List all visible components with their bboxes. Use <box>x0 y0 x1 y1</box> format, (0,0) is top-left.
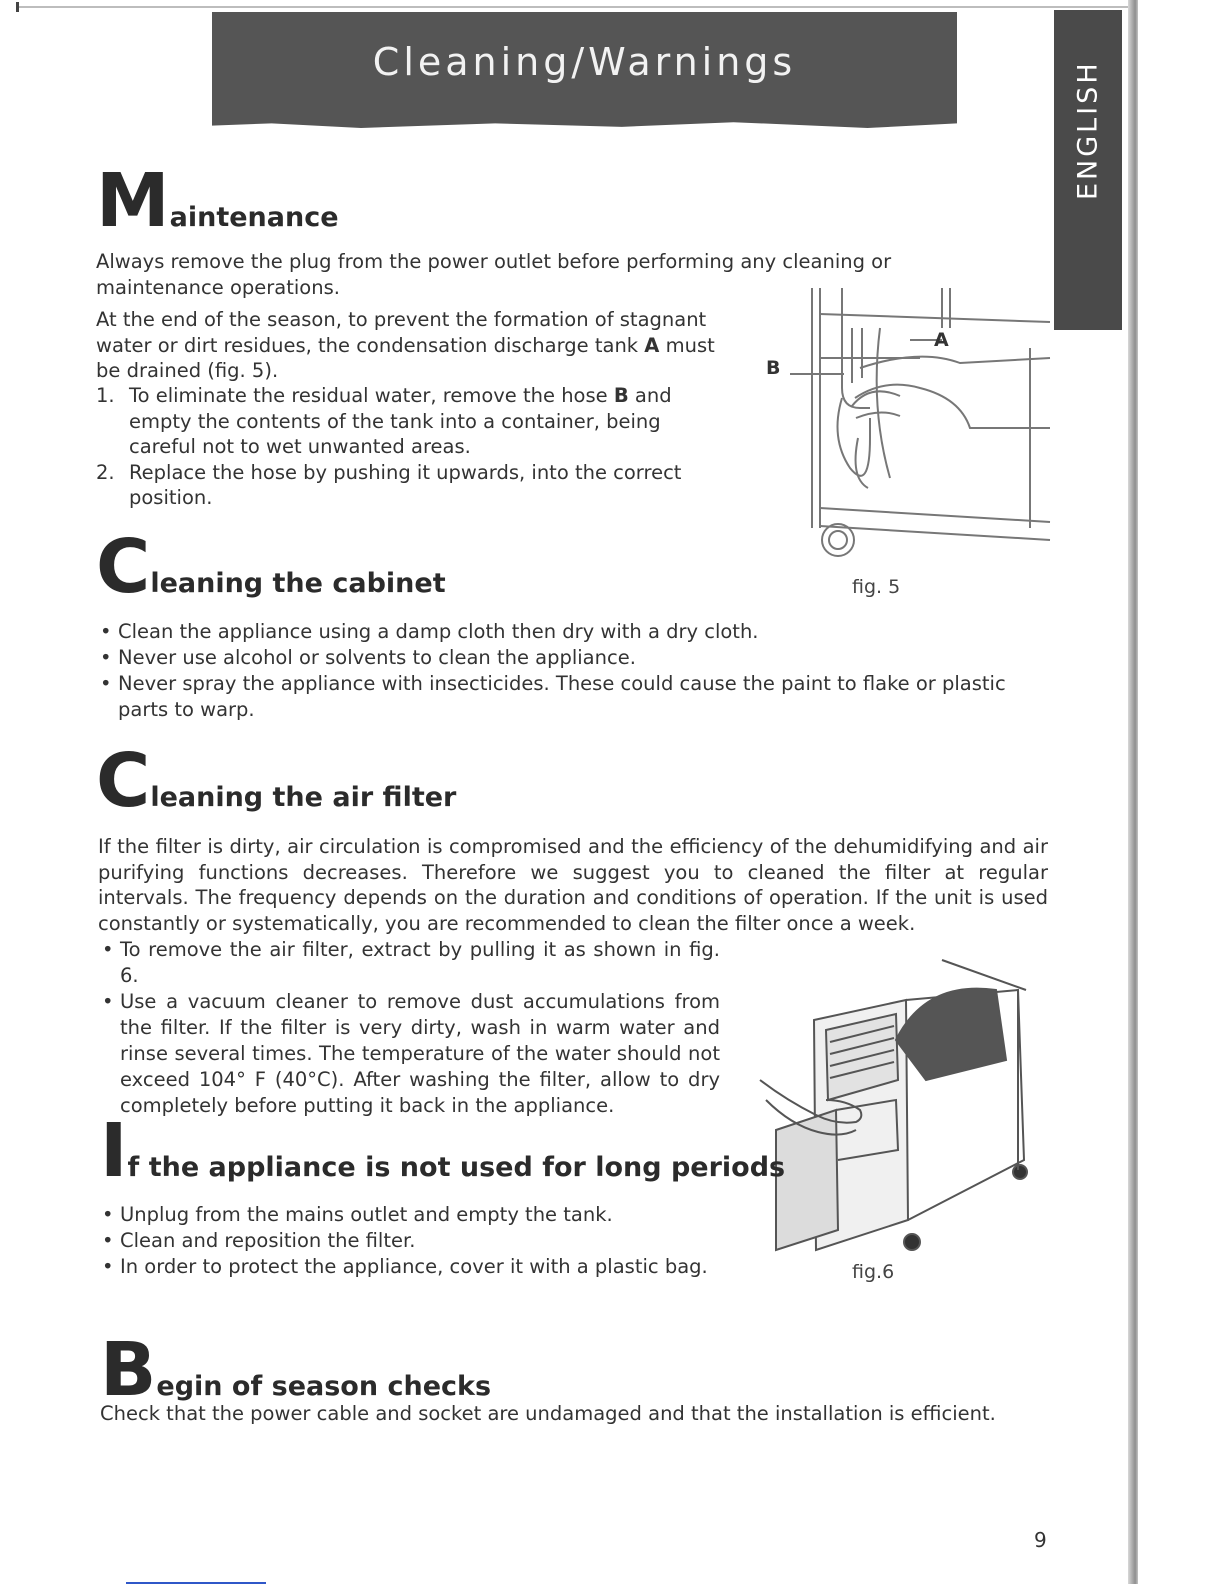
maintenance-paragraph: At the end of the season, to prevent the formation of stagnant water or dirt residues, the condensation discharge tank A must be drained (fig. 5). <box>96 308 715 382</box>
cabinet-heading <box>96 524 446 610</box>
maintenance-steps <box>96 383 716 511</box>
page-top-edge <box>18 6 1138 8</box>
figure-5-caption: fig. 5 <box>852 576 901 598</box>
language-tab-label: ENGLISH <box>1072 60 1104 200</box>
list-item: 1. To eliminate the residual water, remove the hose B and empty the contents of the tank into a container, being careful not to wet unwanted areas. <box>96 384 672 458</box>
list-item: • Never use alcohol or solvents to clean the appliance. <box>98 645 1048 671</box>
tank-label: A <box>644 333 660 357</box>
cabinet-bullets <box>98 619 1048 723</box>
list-item: • In order to protect the appliance, cover it with a plastic bag. <box>100 1254 720 1280</box>
list-item: • To remove the air filter, extract by pulling it as shown in fig. 6. <box>100 937 720 989</box>
list-item: • Use a vacuum cleaner to remove dust accumulations from the filter. If the filter is very dirty, wash in warm water and rinse several times. The temperature of the water should not exceed 104° F (40°C). After washing the filter, allow to dry completely before putting it back in the appliance. <box>100 989 720 1119</box>
hose-label: B <box>613 384 629 407</box>
heading-initial: C <box>96 524 151 610</box>
figure-5-label-a: A <box>934 329 949 351</box>
heading-initial: M <box>96 158 170 244</box>
heading-initial: C <box>96 738 151 824</box>
heading-initial: I <box>100 1108 128 1194</box>
list-item: • Clean the appliance using a damp cloth then dry with a dry cloth. <box>98 619 1048 645</box>
figure-5-label-b: B <box>766 357 781 379</box>
scan-corner-mark <box>16 2 19 12</box>
season-checks-heading <box>100 1327 492 1413</box>
heading-text: leaning the air filter <box>150 782 457 813</box>
figure-6-caption: fig.6 <box>852 1261 895 1283</box>
page-margin <box>1138 0 1224 1584</box>
list-item: 2. Replace the hose by pushing it upwards, into the correct position. <box>96 460 682 509</box>
list-item: • Unplug from the mains outlet and empty the tank. <box>100 1202 720 1228</box>
maintenance-heading <box>96 158 339 244</box>
season-checks-text: Check that the power cable and socket are undamaged and that the installation is efficient. <box>100 1402 996 1425</box>
heading-initial: B <box>100 1327 157 1413</box>
maintenance-intro: Always remove the plug from the power outlet before performing any cleaning or maintenance operations. <box>96 250 892 299</box>
heading-text: aintenance <box>169 202 339 233</box>
page-title: Cleaning/Warnings <box>372 40 797 84</box>
air-filter-heading <box>96 738 457 824</box>
not-used-bullets <box>100 1202 720 1280</box>
figure-5-illustration <box>760 288 1056 568</box>
list-item: • Clean and reposition the filter. <box>100 1228 720 1254</box>
air-filter-paragraph: If the filter is dirty, air circulation is compromised and the efficiency of the dehumidifying and air purifying functions decreases. Therefore we suggest you to cleaned the filter at regular intervals. The frequency depends on the duration and conditions of operation. If the unit is used constantly or systematically, you are recommended to clean the filter once a week. <box>98 835 1048 935</box>
list-item: • Never spray the appliance with insecticides. These could cause the paint to flake or plastic parts to warp. <box>98 671 1048 723</box>
air-filter-bullets <box>100 937 720 1119</box>
heading-text: leaning the cabinet <box>150 568 446 599</box>
figure-6-illustration <box>756 950 1046 1260</box>
not-used-heading <box>100 1108 786 1194</box>
heading-text: egin of season checks <box>156 1371 492 1402</box>
heading-text: f the appliance is not used for long periods <box>127 1152 786 1183</box>
page-number: 9 <box>1034 1528 1047 1552</box>
